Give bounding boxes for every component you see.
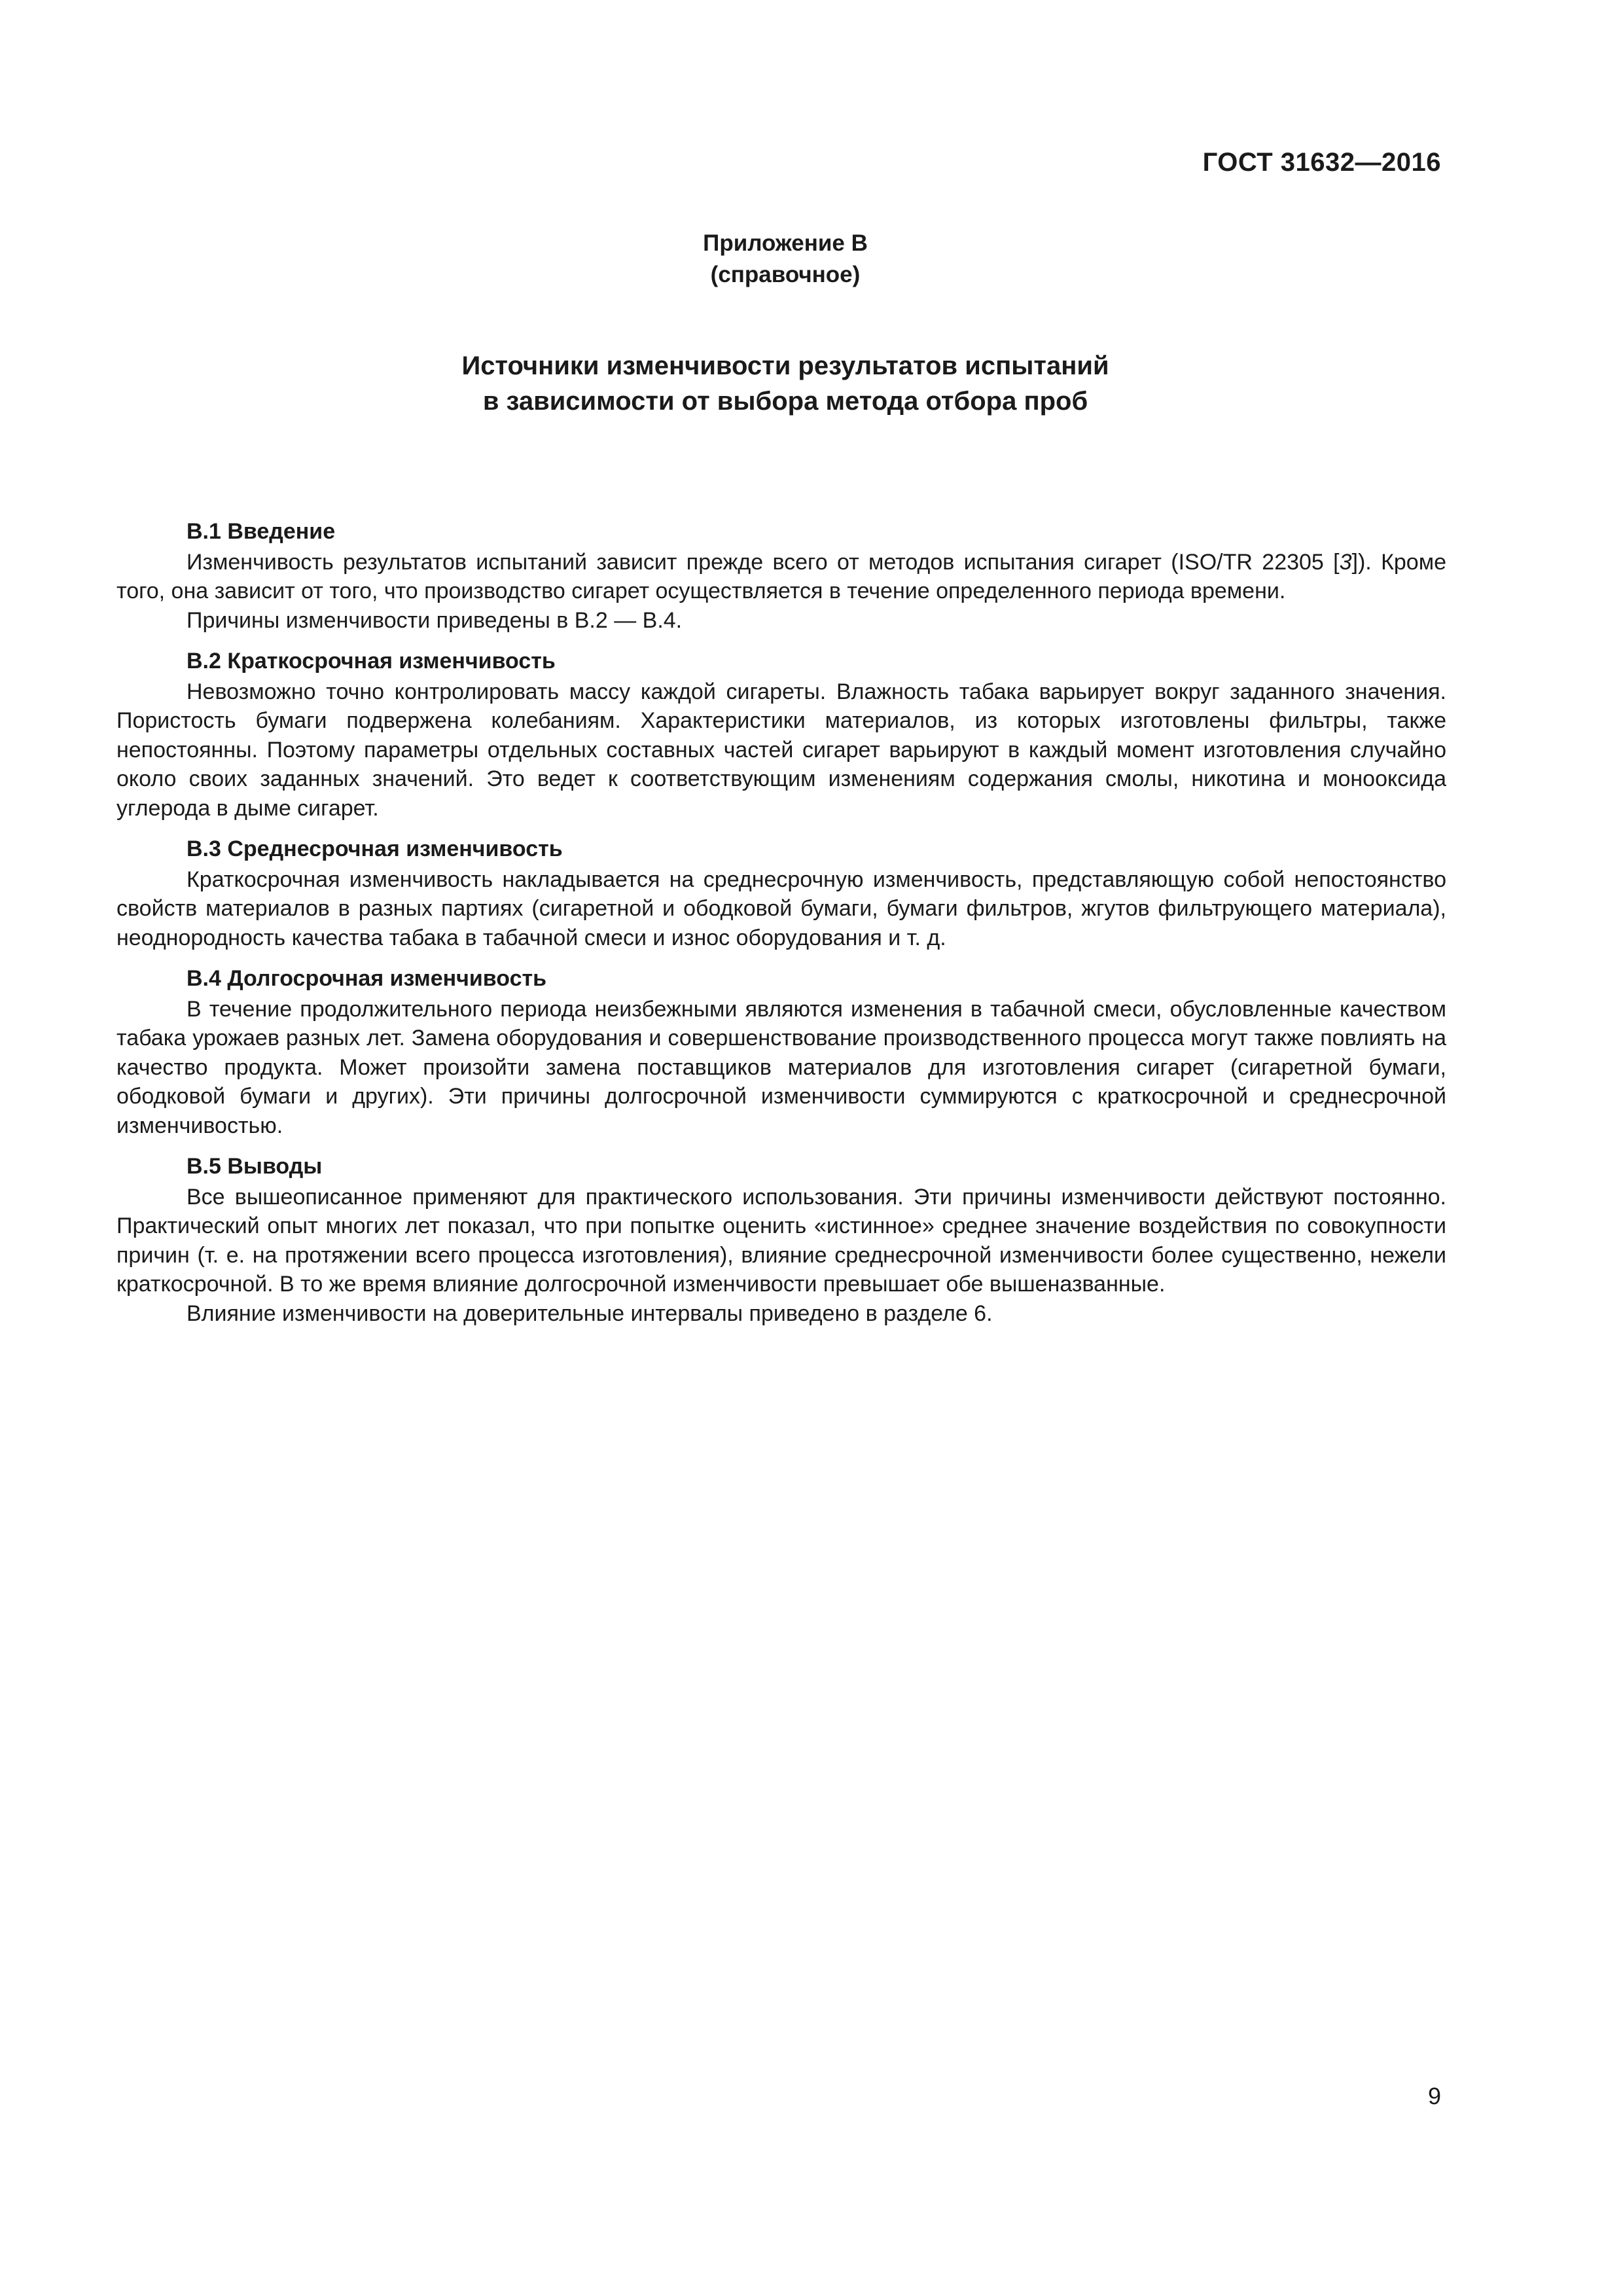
paragraph: В течение продолжительного периода неизбежными являются изменения в табачной смеси, обусловленные качеством табака урожаев разных лет. Замена оборудования и совершенствование производственного процесса могут также повлиять на качество продукта. Может произойти замена поставщиков материалов для изготовления сигарет (сигаретной бумаги, ободковой бумаги и других). Эти причины долгосрочной изменчивости суммируются с краткосрочной и среднесрочной изменчивостью. [116,996,1446,1138]
document-title [0,348,1571,419]
paragraph: Влияние изменчивости на доверительные интервалы приведено в разделе 6. [187,1300,993,1326]
section-medium-term-variability [116,834,1446,952]
page-number: 9 [1427,2083,1441,2109]
document-title-line-1: Источники изменчивости результатов испытаний [461,351,1109,380]
document-title-line-2: в зависимости от выбора метода отбора проб [482,387,1088,416]
document-body [116,517,1446,1328]
paragraph: Краткосрочная изменчивость накладывается на среднесрочную изменчивость, представляющую собой непостоянство свойств материалов в разных партиях (сигаретной и ободковой бумаги, бумаги фильтров, жгутов фильтрующего материала), неоднородность качества табака в табачной смеси и износ оборудования и т. д. [116,867,1446,950]
appendix-label: Приложение В [703,230,868,256]
section-introduction [116,517,1446,635]
reference-number: 3 [1339,549,1352,575]
paragraph-text: ]). Кроме того, она зависит от того, что производство сигарет осуществляется в течение определенного периода времени. [116,549,1446,603]
section-heading: В.2 Краткосрочная изменчивость [187,649,556,673]
paragraph-text: Изменчивость результатов испытаний зависит прежде всего от методов испытания сигарет (ISO/TR 22305 [ [187,549,1340,575]
paragraph: Невозможно точно контролировать массу каждой сигареты. Влажность табака варьирует вокруг заданного значения. Пористость бумаги подвержена колебаниям. Характеристики материалов, из которых изготовлены фильтры, также непостоянны. Поэтому параметры отдельных составных частей сигарет варьируют в каждый момент изготовления случайно около своих заданных значений. Это ведет к соответствующим изменениям содержания смолы, никотина и монооксида углерода в дыме сигарет. [116,679,1446,821]
appendix-status: (справочное) [710,262,861,287]
paragraph [116,548,1446,606]
section-heading: В.4 Долгосрочная изменчивость [187,966,547,991]
section-heading: В.5 Выводы [187,1154,323,1179]
paragraph: Все вышеописанное применяют для практического использования. Эти причины изменчивости действуют постоянно. Практический опыт многих лет показал, что при попытке оценить «истинное» среднее значение воздействия по совокупности причин (т. е. на протяжении всего процесса изготовления), влияние среднесрочной изменчивости более существенно, нежели краткосрочной. В то же время влияние долгосрочной изменчивости превышает обе вышеназванные. [116,1184,1446,1297]
standard-code: ГОСТ 31632—2016 [1202,148,1441,177]
section-long-term-variability [116,964,1446,1140]
appendix-heading [0,228,1571,291]
paragraph: Причины изменчивости приведены в В.2 — В.4. [187,607,683,633]
section-short-term-variability [116,647,1446,823]
section-conclusions [116,1152,1446,1328]
section-heading: В.3 Среднесрочная изменчивость [187,836,563,861]
section-heading: В.1 Введение [187,519,336,544]
